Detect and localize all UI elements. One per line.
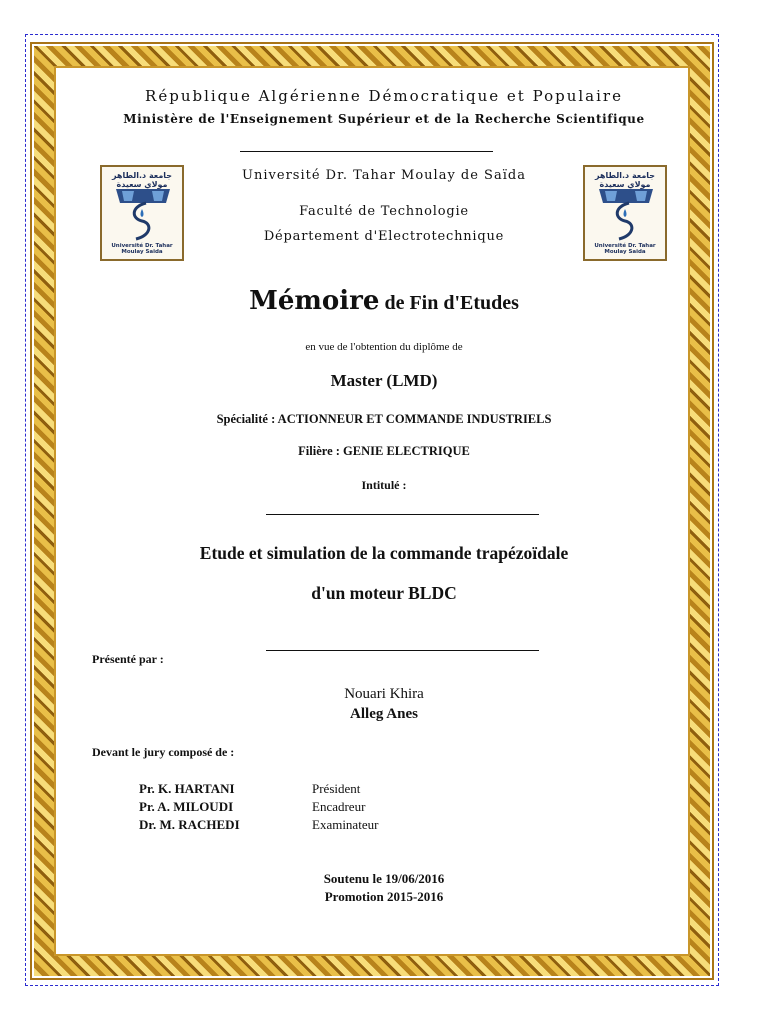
republic-heading: République Algérienne Démocratique et Populaire — [145, 87, 623, 105]
university-logo-right — [583, 165, 667, 261]
university-logo-left — [100, 165, 184, 261]
header-rule — [240, 151, 493, 152]
degree-name: Master (LMD) — [330, 371, 438, 390]
memoire-title — [0, 286, 768, 316]
memoire-rest: de Fin d'Etudes — [384, 292, 519, 314]
jury-member-role: Examinateur — [312, 817, 379, 832]
logo-bottom-text: Université Dr. Tahar Moulay Saida — [111, 243, 173, 255]
thesis-title-line2: d'un moteur BLDC — [311, 583, 457, 603]
thesis-title-line1: Etude et simulation de la commande trapézoïdale — [199, 543, 569, 563]
jury-member-role: Encadreur — [312, 799, 366, 814]
promotion-year: Promotion 2015-2016 — [324, 889, 444, 904]
author-1: Nouari Khira — [344, 686, 424, 702]
university-emblem-icon — [595, 181, 657, 245]
logo-arabic-text: جامعة د.الطاهر مولاي سعيدة — [594, 171, 656, 189]
presented-by-label: Présenté par : — [92, 652, 164, 666]
logo-arabic-text: جامعة د.الطاهر مولاي سعيدة — [111, 171, 173, 189]
speciality-line: Spécialité : ACTIONNEUR ET COMMANDE INDUSTRIELS — [216, 412, 552, 426]
university-name: Université Dr. Tahar Moulay de Saïda — [242, 168, 526, 183]
jury-member-name: Pr. K. HARTANI — [139, 781, 235, 796]
author-2: Alleg Anes — [350, 706, 418, 722]
jury-member-role: Président — [312, 781, 361, 796]
university-emblem-icon — [112, 181, 174, 245]
jury-member-name: Dr. M. RACHEDI — [139, 817, 240, 832]
jury-label: Devant le jury composé de : — [92, 745, 235, 759]
defense-date: Soutenu le 19/06/2016 — [323, 871, 445, 886]
ministry-heading: Ministère de l'Enseignement Supérieur et de la Recherche Scientifique — [123, 112, 645, 126]
memoire-word: Mémoire — [249, 286, 380, 316]
intitule-label: Intitulé : — [361, 478, 407, 492]
filiere-line: Filière : GENIE ELECTRIQUE — [298, 444, 470, 458]
diploma-purpose: en vue de l'obtention du diplôme de — [305, 341, 463, 353]
department-name: Département d'Electrotechnique — [263, 229, 505, 244]
title-rule-bottom — [266, 650, 539, 651]
jury-member-name: Pr. A. MILOUDI — [139, 799, 234, 814]
title-rule-top — [266, 514, 539, 515]
faculty-name: Faculté de Technologie — [299, 204, 469, 219]
logo-bottom-text: Université Dr. Tahar Moulay Saida — [594, 243, 656, 255]
